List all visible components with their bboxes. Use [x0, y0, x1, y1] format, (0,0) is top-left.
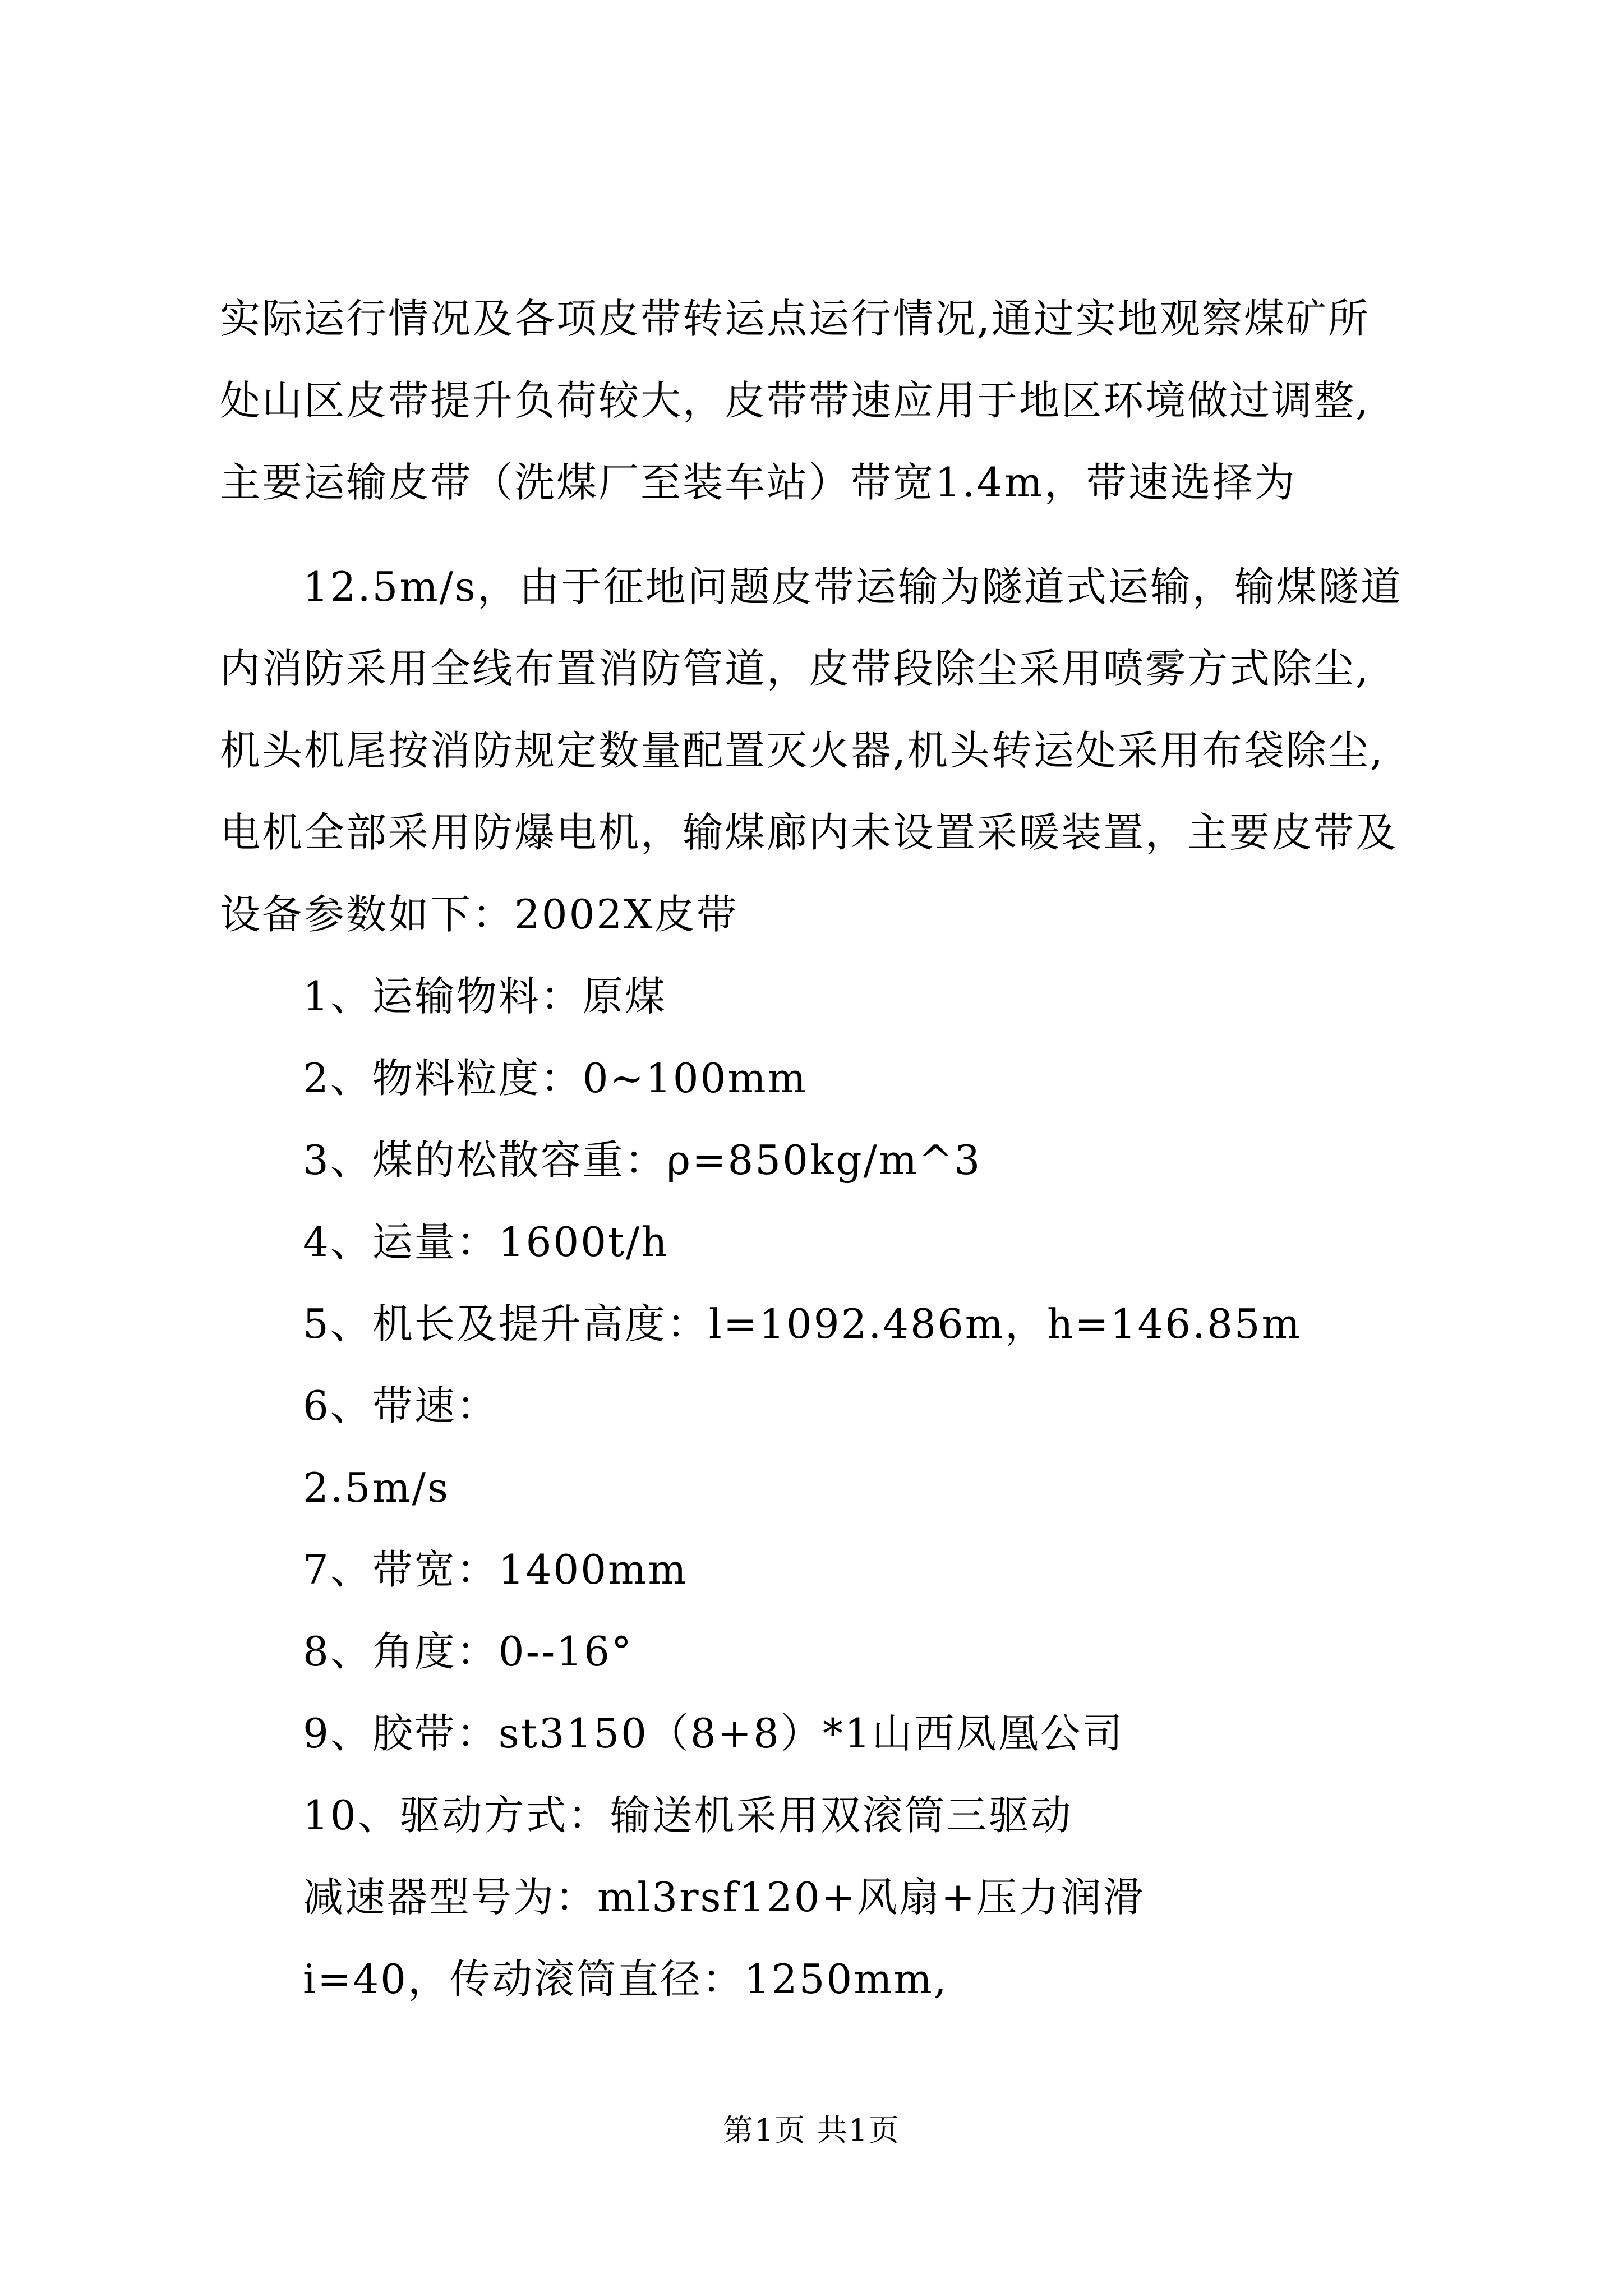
paragraph-1-line-1: 实际运行情况及各项皮带转运点运行情况,通过实地观察煤矿所	[220, 295, 1370, 342]
page-footer: 第1页 共1页	[723, 2113, 900, 2148]
paragraph-2-line-4: 电机全部采用防爆电机，输煤廊内未设置采暖装置，主要皮带及	[220, 809, 1398, 856]
paragraph-1-line-2: 处山区皮带提升负荷较大，皮带带速应用于地区环境做过调整,	[220, 377, 1370, 424]
paragraph-2-line-3: 机头机尾按消防规定数量配置灭火器,机头转运处采用布袋除尘,	[220, 727, 1385, 774]
paragraph-2-line-2: 内消防采用全线布置消防管道，皮带段除尘采用喷雾方式除尘,	[220, 645, 1370, 692]
list-item: i=40，传动滚筒直径：1250mm,	[303, 1955, 948, 2003]
paragraph-2-line-1: 12.5m/s，由于征地问题皮带运输为隧道式运输，输煤隧道	[303, 563, 1403, 610]
list-item: 减速器型号为：ml3rsf120+风扇+压力润滑	[303, 1874, 1145, 1921]
list-item: 8、角度：0--16°	[303, 1628, 633, 1675]
paragraph-1-line-3: 主要运输皮带（洗煤厂至装车站）带宽1.4m，带速选择为	[220, 459, 1297, 506]
list-item: 2、物料粒度：0~100mm	[303, 1055, 808, 1102]
list-item: 7、带宽：1400mm	[303, 1546, 688, 1593]
list-item: 6、带速：	[303, 1382, 499, 1429]
list-item: 3、煤的松散容重：ρ=850kg/m^3	[303, 1137, 982, 1184]
list-item: 5、机长及提升高度：l=1092.486m，h=146.85m	[303, 1300, 1302, 1347]
list-item: 4、运量：1600t/h	[303, 1218, 669, 1266]
list-item: 10、驱动方式：输送机采用双滚筒三驱动	[303, 1792, 1073, 1839]
list-item: 1、运输物料：原煤	[303, 973, 667, 1020]
list-item: 2.5m/s	[303, 1464, 450, 1511]
paragraph-2-line-5: 设备参数如下：2002X皮带	[220, 891, 739, 938]
list-item: 9、胶带：st3150（8+8）*1山西凤凰公司	[303, 1710, 1124, 1757]
